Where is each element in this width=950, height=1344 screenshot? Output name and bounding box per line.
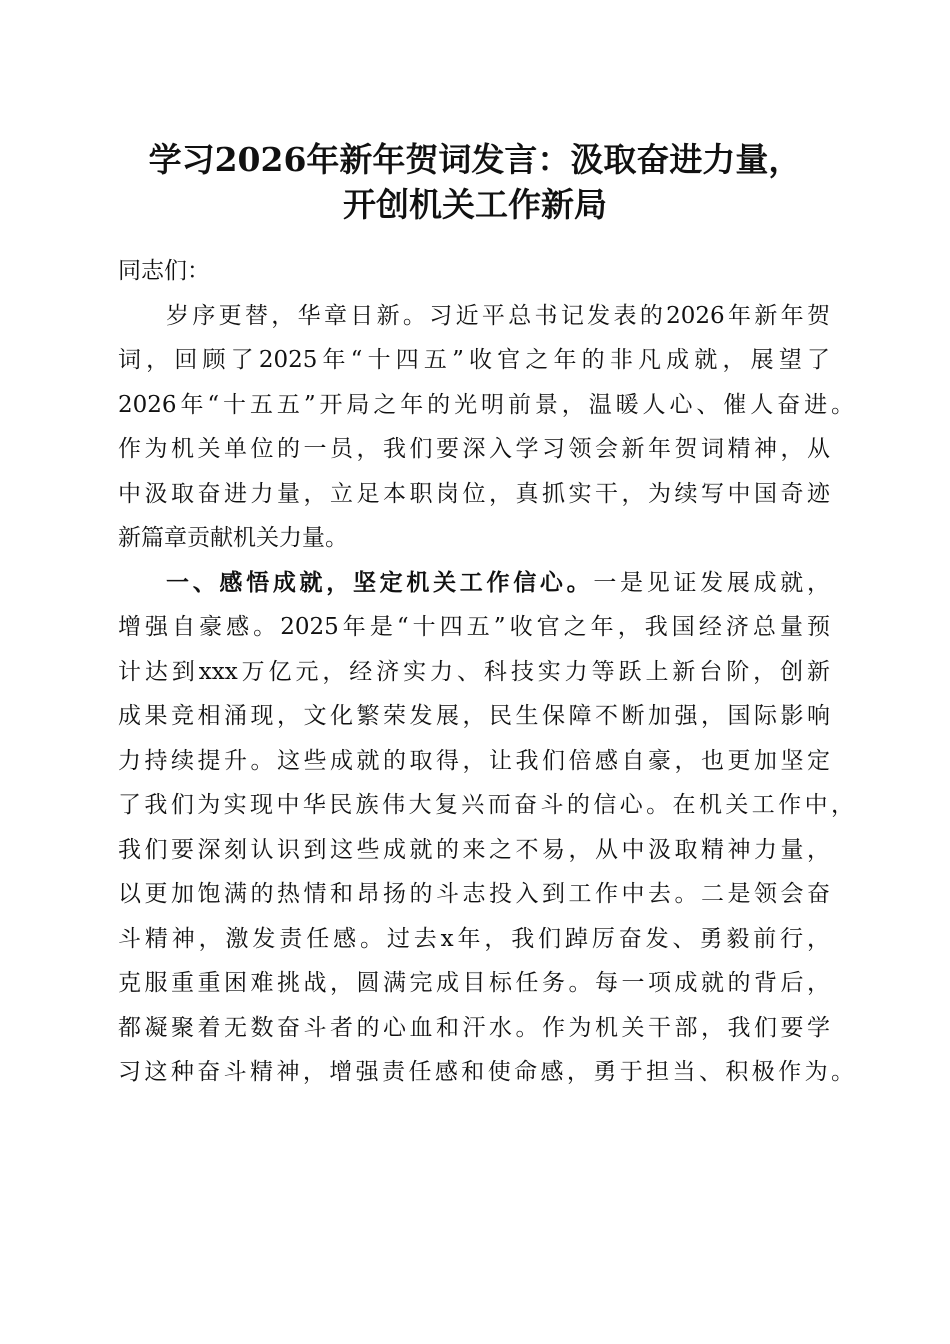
- text-line: 作为机关单位的一员，我们要深入学习领会新年贺词精神，从: [118, 436, 830, 462]
- section-heading: 一、感悟成就，坚定机关工作信心。: [166, 568, 594, 596]
- text-line: 习这种奋斗精神，增强责任感和使命感，勇于担当、积极作为。: [118, 1059, 854, 1085]
- title-line-2: 开创机关工作新局: [343, 185, 607, 224]
- text-line: 中汲取奋进力量，立足本职岗位，真抓实干，为续写中国奇迹: [118, 480, 830, 507]
- text-line: [118, 561, 830, 606]
- text-line: 词，回顾了2025年“十四五”收官之年的非凡成就，展望了: [118, 347, 830, 373]
- text-line: 计达到xxx万亿元，经济实力、科技实力等跃上新台阶，创新: [118, 658, 830, 685]
- text-line: 成果竞相涌现，文化繁荣发展，民生保障不断加强，国际影响: [118, 703, 830, 729]
- text-line: 克服重重困难挑战，圆满完成目标任务。每一项成就的背后，: [118, 970, 830, 996]
- text-line: 力持续提升。这些成就的取得，让我们倍感自豪，也更加坚定: [118, 747, 830, 774]
- text-run: 一是见证发展成就，: [593, 569, 831, 596]
- document-title: [0, 137, 950, 227]
- text-line: 增强自豪感。2025年是“十四五”收官之年，我国经济总量预: [118, 614, 830, 640]
- document-body: [118, 249, 854, 1095]
- text-line: 斗精神，激发责任感。过去x年，我们踔厉奋发、勇毅前行，: [118, 925, 830, 952]
- section-1: [118, 561, 854, 1095]
- title-line-1: 学习2026年新年贺词发言：汲取奋进力量，: [148, 140, 802, 179]
- paragraph-intro: [118, 294, 854, 561]
- text-line: 都凝聚着无数奋斗者的心血和汗水。作为机关干部，我们要学: [118, 1014, 830, 1041]
- text-line: 以更加饱满的热情和昂扬的斗志投入到工作中去。二是领会奋: [118, 881, 830, 907]
- text-line: 我们要深刻认识到这些成就的来之不易，从中汲取精神力量，: [118, 836, 830, 863]
- text-line: 了我们为实现中华民族伟大复兴而奋斗的信心。在机关工作中，: [118, 792, 854, 818]
- text-line: 新篇章贡献机关力量。: [118, 525, 348, 551]
- salutation: 同志们：: [118, 258, 210, 284]
- text-line: 2026年“十五五”开局之年的光明前景，温暖人心、催人奋进。: [118, 391, 854, 418]
- text-line: 岁序更替，华章日新。习近平总书记发表的2026年新年贺: [166, 302, 830, 329]
